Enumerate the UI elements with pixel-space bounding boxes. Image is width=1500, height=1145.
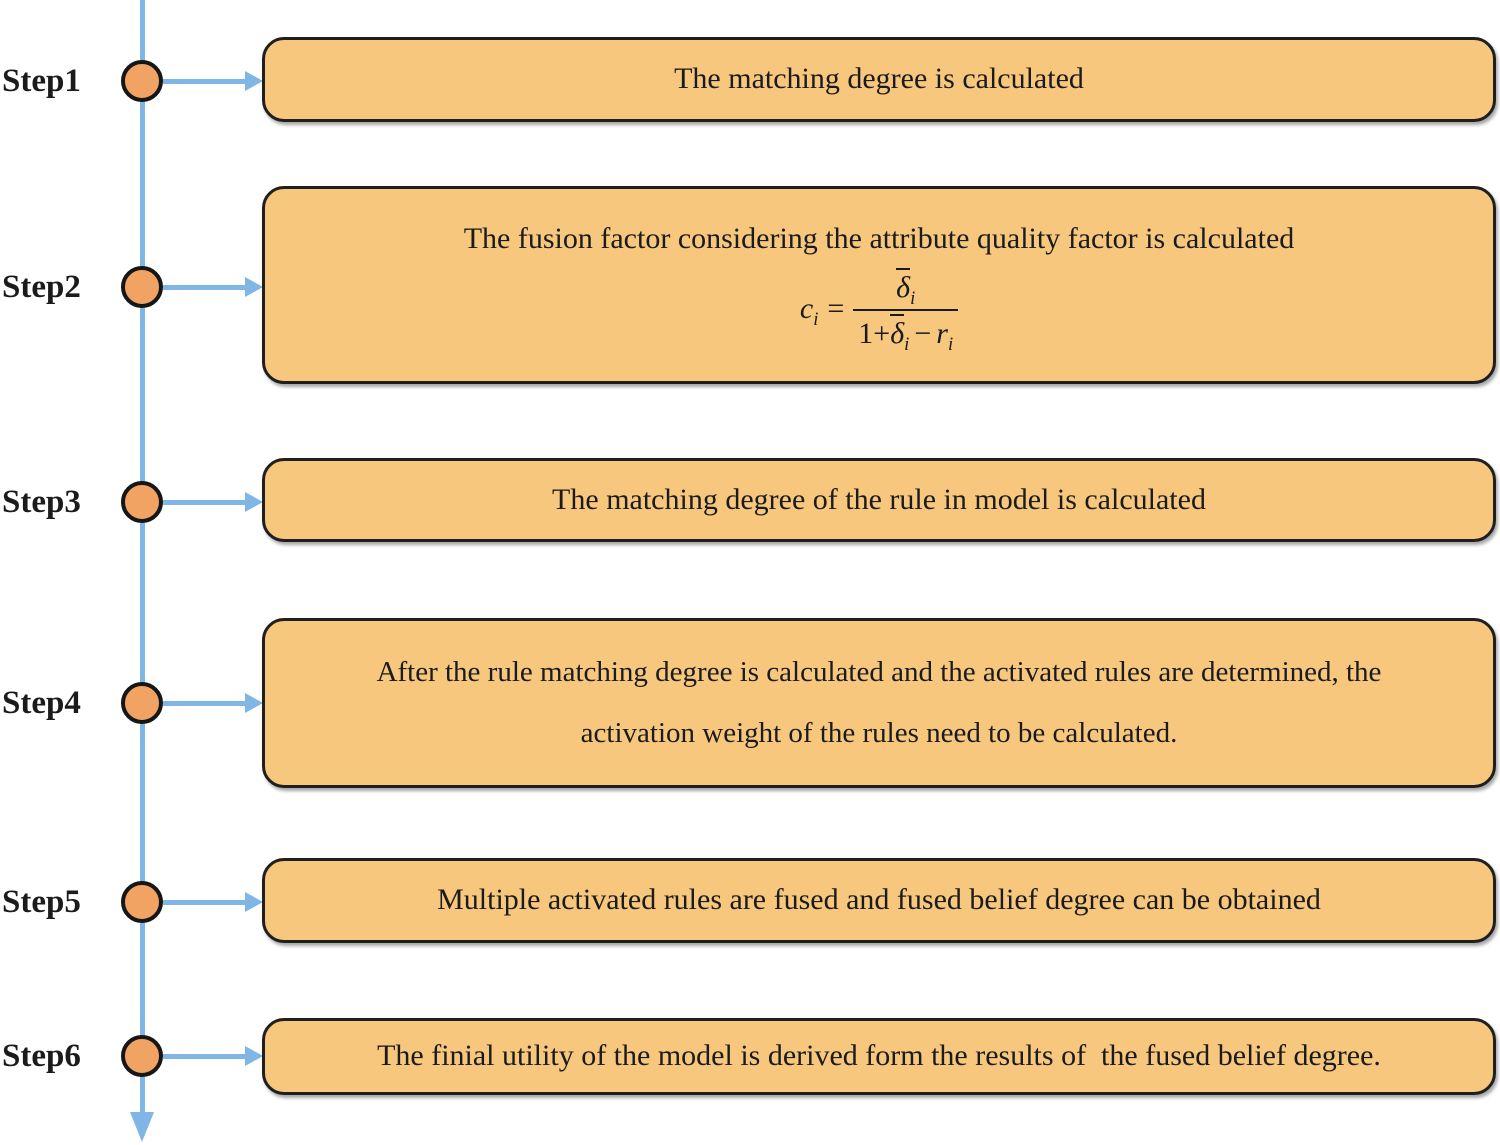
arrow-shaft: [163, 900, 247, 905]
timeline-arrow-down-icon: [130, 1112, 154, 1142]
step-node-6: [121, 1035, 163, 1077]
arrow-shaft: [163, 79, 247, 84]
fraction-denominator: $1+\delta_i - r_i$: [853, 309, 958, 351]
arrow-right-icon: [163, 892, 263, 912]
arrow-head-icon: [245, 693, 263, 713]
step-box-6: [262, 1018, 1496, 1095]
step-node-1: [121, 60, 163, 102]
arrow-shaft: [163, 285, 247, 290]
step-box-5-text: Multiple activated rules are fused and fused belief degree can be obtained: [437, 883, 1321, 917]
step-box-3: [262, 458, 1496, 542]
fusion-factor-formula: [799, 268, 958, 355]
arrow-head-icon: [245, 1046, 263, 1066]
step-box-3-text: The matching degree of the rule in model is calculated: [552, 482, 1206, 516]
arrow-right-icon: [163, 693, 263, 713]
arrow-head-icon: [245, 71, 263, 91]
arrow-head-icon: [245, 892, 263, 912]
fraction-numerator: $\delta_i$: [892, 268, 919, 309]
arrow-right-icon: [163, 1046, 263, 1066]
step-label-6: Step6: [2, 1038, 81, 1074]
equals-sign: =: [827, 292, 845, 326]
arrow-head-icon: [245, 277, 263, 297]
step-node-2: [121, 266, 163, 308]
arrow-head-icon: [245, 492, 263, 512]
arrow-shaft: [163, 1054, 247, 1059]
step-label-2: Step2: [2, 269, 81, 305]
step-box-2: [262, 186, 1496, 384]
step-box-5: [262, 858, 1496, 943]
step-node-5: [121, 881, 163, 923]
formula-lhs: $c_i$: [799, 292, 819, 331]
step-box-1: [262, 37, 1496, 122]
step-label-3: Step3: [2, 484, 81, 520]
step-box-2-text: The fusion factor considering the attribute quality factor is calculated: [463, 222, 1295, 256]
step-box-4-line-1: After the rule matching degree is calculated and the activated rules are determined, the: [376, 656, 1382, 689]
step-label-1: Step1: [2, 63, 81, 99]
arrow-right-icon: [163, 277, 263, 297]
step-box-6-text: The finial utility of the model is derived form the results of the fused belief degree.: [377, 1039, 1381, 1073]
arrow-shaft: [163, 701, 247, 706]
fraction: [853, 268, 958, 355]
step-box-4-line-2: activation weight of the rules need to be calculated.: [580, 717, 1178, 749]
step-label-5: Step5: [2, 884, 81, 920]
arrow-right-icon: [163, 71, 263, 91]
arrow-shaft: [163, 500, 247, 505]
step-label-4: Step4: [2, 685, 81, 721]
step-node-3: [121, 481, 163, 523]
step-node-4: [121, 682, 163, 724]
arrow-right-icon: [163, 492, 263, 512]
step-box-1-text: The matching degree is calculated: [674, 62, 1084, 96]
timeline-line: [140, 0, 145, 1113]
step-box-4: [262, 618, 1496, 788]
